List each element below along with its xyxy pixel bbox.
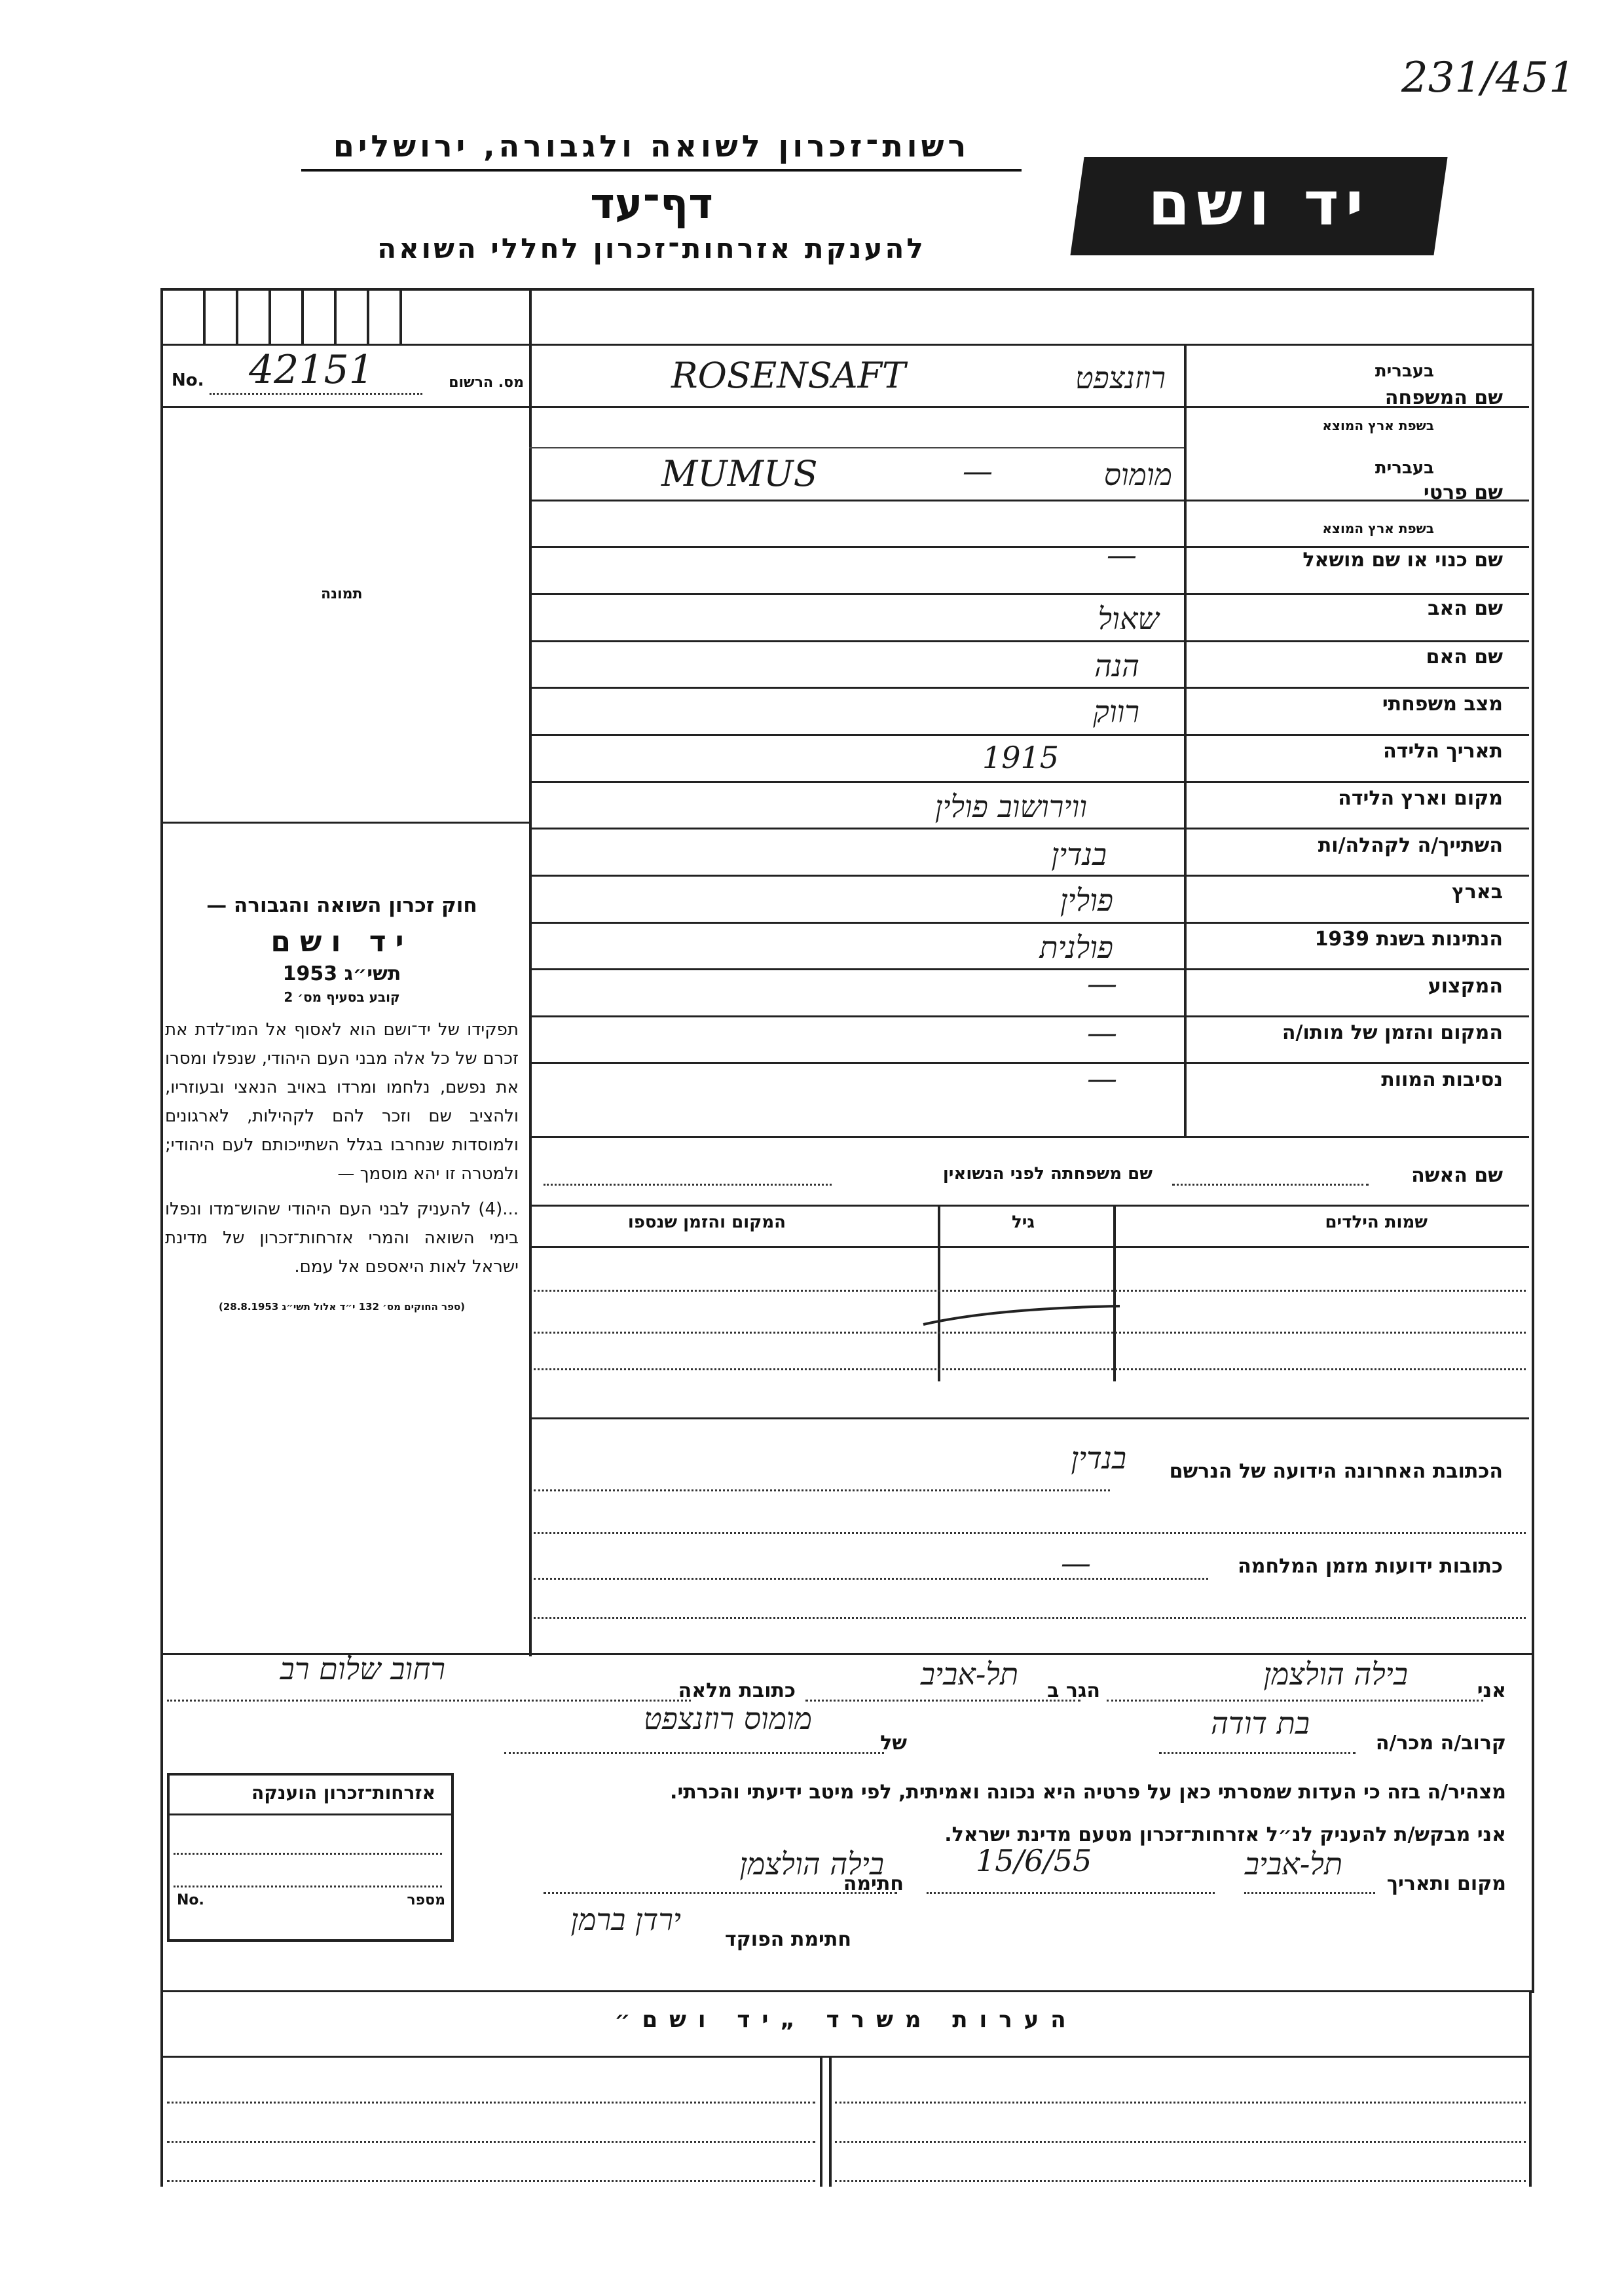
- divider: [927, 1892, 1215, 1894]
- declarant-full-address: רחוב שלום רב: [280, 1651, 445, 1686]
- registration-number: 42151: [249, 347, 374, 393]
- divider: [529, 1205, 1529, 1207]
- of-name-value: מומוס רוזנצפט: [644, 1701, 812, 1736]
- citizenship-no-label: No.: [177, 1892, 204, 1908]
- signature-label: חתימה: [843, 1872, 904, 1895]
- first-name-origin-sublabel: בשפת ארץ המוצא: [1322, 520, 1434, 536]
- divider: [529, 1246, 1529, 1248]
- divider: [529, 828, 1529, 829]
- death-place-value: —: [1087, 1015, 1117, 1050]
- divider: [268, 288, 271, 344]
- community-value: בנדין: [1051, 837, 1107, 872]
- divider: [174, 1853, 442, 1855]
- wartime-addresses-label: כתובות ידועות מזמן המלחמה: [1238, 1555, 1503, 1578]
- first-name-hebrew-sublabel: בעברית: [1375, 458, 1434, 478]
- divider: [174, 1886, 442, 1887]
- declarant-i-label: אני: [1477, 1679, 1506, 1702]
- country-value: פולין: [1060, 883, 1113, 918]
- divider: [160, 822, 529, 824]
- death-circumstances-label: נסיבות המוות: [1381, 1068, 1503, 1091]
- father-name-value: שאול: [1098, 601, 1159, 636]
- citizenship-granted-title: אזרחות־זכרון הוענקה: [251, 1782, 435, 1804]
- divider: [529, 640, 1529, 642]
- divider: [534, 1368, 1526, 1370]
- divider: [1159, 1752, 1356, 1754]
- first-name-dash: —: [963, 453, 993, 488]
- divider: [529, 593, 1529, 595]
- divider: [529, 687, 1529, 689]
- divider: [529, 546, 1529, 548]
- divider: [534, 1578, 1208, 1580]
- marital-status-label: מצב משפחתי: [1382, 693, 1503, 716]
- birth-date-value: 1915: [982, 740, 1060, 775]
- divider: [534, 1532, 1526, 1534]
- law-paragraph-1: תפקידו של יד־ושם הוא לאסוף אל המו־לדת את זכרם של כל אלה מבני העם היהודי, שנפלו ומסרו את נפשם, נלחמו ומרדו באויב הנאצי ובעוזריו, ולהציב שם וזכר להם לקהילות, לארגונים ולמוסדות שנחרבו בגלל השתייכותם לעם היהודי; ולמטרה זו יהא מוסמך —: [165, 1020, 519, 1184]
- divider: [529, 1015, 1529, 1017]
- divider: [544, 1184, 832, 1186]
- divider: [534, 1617, 1526, 1619]
- divider: [835, 2180, 1526, 2182]
- photo-label: תמונה: [321, 586, 363, 602]
- family-name-latin: ROSENSAFT: [671, 355, 906, 396]
- divider: [399, 288, 402, 344]
- divider: [210, 393, 422, 395]
- birth-place-label: מקום וארץ הלידה: [1338, 787, 1503, 810]
- official-signature-label: חתימת הפוקד: [725, 1928, 851, 1951]
- place-value: תל-אביב: [1244, 1846, 1342, 1882]
- children-death-header: המקום והזמן שנספו: [627, 1212, 786, 1232]
- divider: [829, 2056, 832, 2187]
- children-names-header: שמות הילדים: [1325, 1212, 1428, 1232]
- divider: [167, 2180, 815, 2182]
- logo-text: יד ושם: [1148, 169, 1370, 239]
- first-name-label: שם פרטי: [1423, 481, 1503, 504]
- wife-maiden-label: שם משפחתה לפני הנשואין: [942, 1164, 1153, 1184]
- divider: [529, 1136, 1529, 1138]
- profession-value: —: [1087, 966, 1117, 1001]
- date-value: 15/6/55: [976, 1843, 1092, 1878]
- death-place-time-label: המקום והזמן של מותו/ה: [1282, 1021, 1503, 1044]
- citizenship-1939-label: הנתינות בשנת 1939: [1314, 928, 1503, 951]
- wartime-addresses-value: —: [1061, 1545, 1091, 1580]
- divider: [504, 1752, 884, 1754]
- lives-in-label: הגר ב: [1047, 1679, 1100, 1702]
- declarant-city: תל-אביב: [920, 1656, 1018, 1692]
- divider: [203, 288, 206, 344]
- nickname-label: שם כנוי או שם מושאל: [1302, 549, 1503, 572]
- form-title: דף־עד: [590, 180, 713, 228]
- divider: [529, 968, 1529, 970]
- divider: [529, 1062, 1529, 1064]
- family-name-label: שם המשפחה: [1384, 386, 1503, 409]
- divider: [167, 2141, 815, 2143]
- declarant-name: בילה הולצמן: [1263, 1656, 1408, 1692]
- birth-place-value: ווירושוב פולין: [934, 789, 1087, 824]
- mother-name-label: שם האם: [1426, 646, 1503, 668]
- divider: [529, 288, 532, 1656]
- community-label: השתייך/ה לקהלה/ות: [1318, 834, 1503, 857]
- declarant-signature: בילה הולצמן: [739, 1846, 884, 1882]
- form-subtitle: להענקת אזרחות־זכרון לחללי השואה: [377, 232, 926, 264]
- divider: [529, 447, 1184, 448]
- office-remarks-title: הערות משרד „יד ושם״: [614, 2007, 1078, 2033]
- divider: [301, 288, 304, 344]
- law-title: חוק זכרון השואה והגבורה —: [206, 894, 477, 917]
- divider: [160, 2056, 1532, 2058]
- divider: [167, 1700, 691, 1702]
- death-circumstances-value: —: [1087, 1061, 1117, 1096]
- divider: [529, 781, 1529, 783]
- last-address-value: בנדין: [1071, 1440, 1126, 1476]
- full-address-label: כתובת מלאה: [678, 1679, 796, 1702]
- divider: [334, 288, 337, 344]
- official-signature: ירדן ברמן: [570, 1902, 681, 1937]
- divider: [529, 500, 1529, 501]
- first-name-latin: MUMUS: [661, 453, 818, 494]
- institution-header: רשות־זכרון לשואה ולגבורה, ירושלים: [333, 128, 970, 164]
- citizenship-number-label: מספר: [407, 1892, 445, 1908]
- family-name-origin-sublabel: בשפת ארץ המוצא: [1322, 418, 1434, 433]
- children-crossed-line: [917, 1293, 1126, 1332]
- relation-value: בת דודה: [1210, 1705, 1310, 1741]
- law-name: יד ושם: [270, 925, 413, 958]
- birth-date-label: תאריך הלידה: [1383, 740, 1503, 763]
- place-date-label: מקום ותאריך: [1386, 1872, 1506, 1895]
- declaration-line-2: אני מבקש/ת להעניק לנ״ל אזרחות־זכרון מטעם מדינת ישראל.: [944, 1823, 1506, 1846]
- children-age-header: גיל: [1011, 1212, 1035, 1232]
- archive-number: 231/451: [1401, 54, 1576, 102]
- first-name-hebrew: מומוס: [1103, 457, 1172, 492]
- divider: [529, 1417, 1529, 1419]
- relation-label: קרוב/ה מכר/ה: [1375, 1732, 1506, 1755]
- divider: [160, 1990, 1532, 1992]
- divider: [367, 288, 369, 344]
- divider: [529, 734, 1529, 736]
- divider: [529, 922, 1529, 924]
- divider: [529, 406, 1529, 408]
- divider: [529, 875, 1529, 877]
- divider: [835, 2102, 1526, 2104]
- registration-label: מס. הרשום: [449, 374, 524, 391]
- divider: [544, 1892, 897, 1894]
- father-name-label: שם האב: [1428, 597, 1503, 620]
- declaration-line-1: מצהיר/ה בזה כי העדות שמסרתי כאן על פרטיה היא נכונה ואמיתית, לפי מיטב ידיעתי והכרתי.: [670, 1781, 1506, 1804]
- law-paragraph-2: ...(4) להעניק לבני העם היהודי שהוש־מדו ונפלו בימי השואה והמרי אזרחות־זכרון של מדינת ישראל לאות היאספם אל עמם.: [165, 1199, 519, 1277]
- registration-no-label: No.: [172, 371, 204, 390]
- citizenship-1939-value: פולנית: [1039, 930, 1113, 965]
- law-clause: קובע בסעיף מס׳ 2: [284, 989, 400, 1005]
- divider: [236, 288, 238, 344]
- divider: [160, 1990, 163, 2187]
- divider: [167, 2102, 815, 2104]
- divider: [835, 2141, 1526, 2143]
- header-underline: [301, 169, 1022, 172]
- divider: [820, 2056, 822, 2187]
- profession-label: המקצוע: [1428, 975, 1503, 998]
- last-address-label: הכתובת האחרונה הידועה של הנרשם: [1169, 1460, 1503, 1483]
- divider: [805, 1700, 1080, 1702]
- wife-label: שם האשה: [1411, 1164, 1503, 1187]
- divider: [160, 344, 1532, 346]
- law-year: תשי״ג 1953: [282, 962, 401, 985]
- mother-name-value: הנה: [1094, 648, 1139, 683]
- law-box: [165, 894, 519, 1313]
- country-label: בארץ: [1451, 881, 1503, 903]
- divider: [167, 1813, 451, 1815]
- divider: [1244, 1892, 1375, 1894]
- divider: [160, 406, 529, 408]
- divider: [1529, 1990, 1532, 2187]
- nickname-value: —: [1107, 537, 1137, 572]
- divider: [534, 1290, 1526, 1292]
- law-source: (ספר החוקים מס׳ 132 י״ד אלול תשי״ג 28.8.1953): [218, 1301, 466, 1313]
- family-name-hebrew-sublabel: בעברית: [1375, 361, 1434, 381]
- of-label: של: [880, 1732, 907, 1755]
- divider: [1172, 1184, 1369, 1186]
- divider: [1107, 1700, 1483, 1702]
- divider: [534, 1489, 1110, 1491]
- marital-status-value: רווק: [1093, 694, 1139, 729]
- family-name-hebrew: רוזנצפט: [1075, 360, 1166, 395]
